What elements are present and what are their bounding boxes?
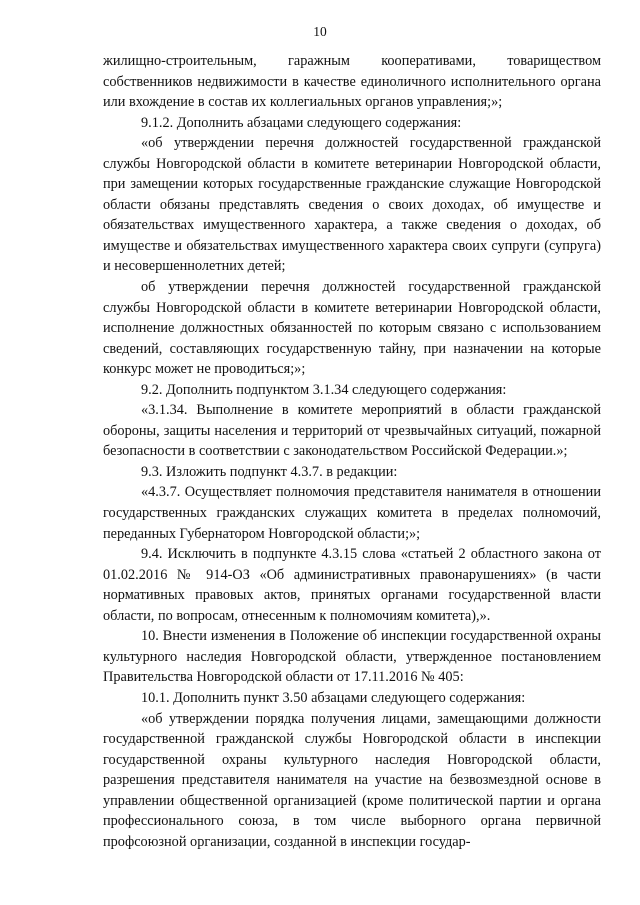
paragraph-1: жилищно-строительным, гаражным кооперативами, товариществом собственников недвижимости в качестве единоличного исполнительного органа или вхождение в состав их коллегиальных органов управления;»; [103, 53, 601, 111]
paragraph-5: 9.2. Дополнить подпунктом 3.1.34 следующего содержания: [141, 381, 507, 398]
paragraph-4: об утверждении перечня должностей государственной гражданской службы Новгородской области в комитете ветеринарии Новгородской области, исполнение должностных обязанностей по которым связано с использованием сведений, составляющих государственную тайну, при назначении на которые конкурс может не проводиться;»; [103, 279, 601, 378]
page-number: 10 [313, 24, 327, 39]
paragraph-11: 10.1. Дополнить пункт 3.50 абзацами следующего содержания: [141, 689, 526, 706]
paragraph-2: 9.1.2. Дополнить абзацами следующего содержания: [141, 114, 462, 131]
paragraph-9: 9.4. Исключить в подпункте 4.3.15 слова «статьей 2 областного закона от 01.02.2016 № 914-ОЗ «Об административных правонарушениях» (в части нормативных правовых актов, принятых органами государственной власти области, по вопросам, отнесенным к полномочиям комитета),». [103, 546, 601, 624]
paragraph-12: «об утверждении порядка получения лицами, замещающими должности государственной гражданской службы Новгородской области в инспекции государственной охраны культурного наследия Новгородской области, разрешения представителя нанимателя на участие на безвозмездной основе в управлении общественной организацией (кроме политической партии и органа профессионального союза, в том числе выборного органа первичной профсоюзной организации, созданной в инспекции государ- [103, 710, 601, 850]
paragraph-3: «об утверждении перечня должностей государственной гражданской службы Новгородской области в комитете ветеринарии Новгородской области, при замещении которых государственные гражданские служащие Новгородской области обязаны представлять сведения о своих доходах, об имуществе и обязательствах имущественного характера, а также сведения о доходах, об имуществе и обязательствах имущественного характера своих супруги (супруга) и несовершеннолетних детей; [103, 135, 601, 275]
document-body [103, 51, 601, 852]
paragraph-10: 10. Внести изменения в Положение об инспекции государственной охраны культурного наследия Новгородской области, утвержденное постановлением Правительства Новгородской области от 17.11.2016 № 405: [103, 628, 601, 686]
paragraph-6: «3.1.34. Выполнение в комитете мероприятий в области гражданской обороны, защиты населения и территорий от чрезвычайных ситуаций, пожарной безопасности в соответствии с законодательством Российской Федерации.»; [103, 402, 601, 460]
paragraph-8: «4.3.7. Осуществляет полномочия представителя нанимателя в отношении государственных гражданских служащих комитета в пределах полномочий, переданных Губернатором Новгородской области;»; [103, 484, 601, 542]
paragraph-7: 9.3. Изложить подпункт 4.3.7. в редакции: [141, 463, 398, 480]
